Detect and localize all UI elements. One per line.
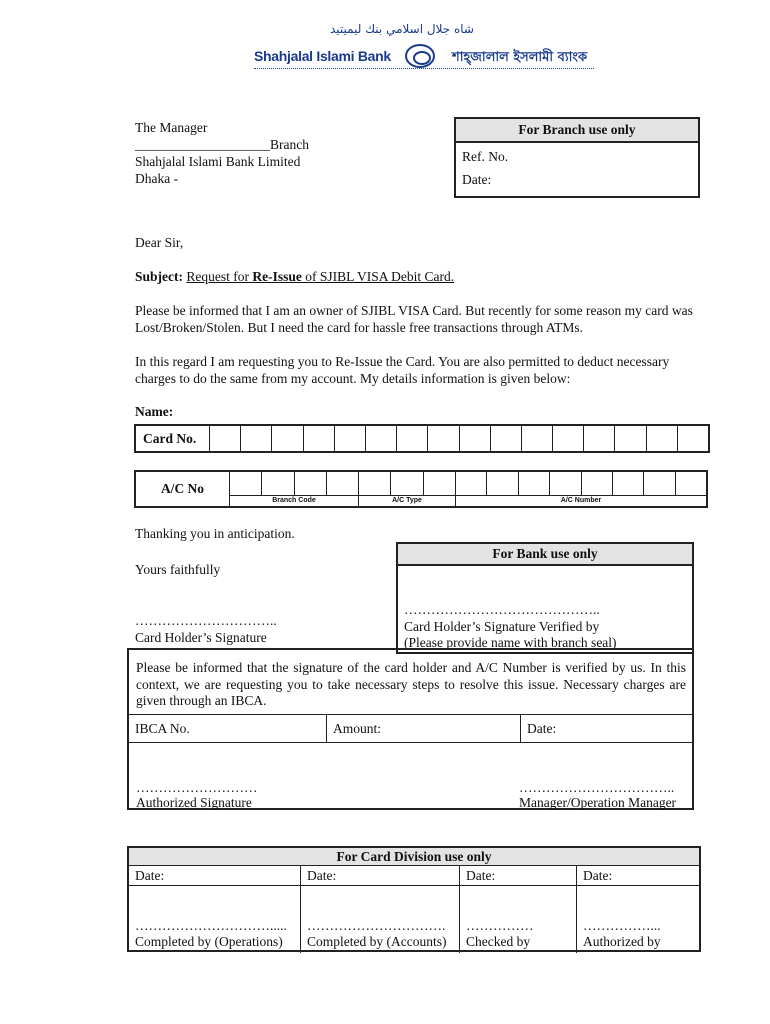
card-division-caption: Completed by (Operations) [135, 934, 283, 949]
branch-use-title: For Branch use only [456, 119, 698, 143]
verifier-caption: Card Holder’s Signature Verified by [404, 618, 600, 634]
card-digit-cell[interactable] [210, 426, 241, 451]
holder-signature-caption: Card Holder’s Signature [135, 630, 267, 645]
card-digit-cell[interactable] [397, 426, 428, 451]
card-division-signature-line[interactable]: …………………………..... [135, 918, 287, 933]
authorized-signature-line[interactable]: ……………………… [136, 780, 258, 795]
ac-digit-cell[interactable] [487, 472, 518, 495]
card-digit-cell[interactable] [304, 426, 335, 451]
branch-date-field[interactable]: Date: [462, 172, 492, 187]
card-division-date[interactable]: Date: [460, 866, 576, 886]
card-digit-cell[interactable] [335, 426, 366, 451]
address-line: Shahjalal Islami Bank Limited [135, 154, 301, 169]
card-digit-cell[interactable] [366, 426, 397, 451]
card-digit-cell[interactable] [272, 426, 303, 451]
card-division-signature-line[interactable]: …………………………. [307, 918, 446, 933]
address-line: ____________________Branch [135, 137, 309, 152]
card-digit-cell[interactable] [460, 426, 491, 451]
holder-signature-line[interactable]: ………………………….. [135, 613, 277, 628]
subject-pre: Request for [186, 269, 253, 284]
address-line: Dhaka - [135, 171, 179, 186]
thanking-text: Thanking you in anticipation. [135, 526, 295, 541]
subject-line [135, 269, 713, 286]
card-division-column [301, 866, 460, 953]
ac-digit-cell[interactable] [424, 472, 455, 495]
card-division-column [460, 866, 577, 953]
card-digit-cell[interactable] [584, 426, 615, 451]
manager-signature-caption: Manager/Operation Manager [519, 795, 677, 810]
subject-bold: Re-Issue [252, 269, 302, 284]
ac-digit-cell[interactable] [613, 472, 644, 495]
bank-use-title: For Bank use only [398, 544, 692, 566]
verifier-signature-line[interactable]: …………………………………….. [404, 602, 600, 617]
card-division-column [129, 866, 301, 953]
paragraph-1: Please be informed that I am an owner of SJIBL VISA Card. But recently for some reason my card was Lost/Broken/Stolen. But I need the card for hassle free transactions through ATMs. [135, 303, 693, 335]
ac-number-caption: A/C Number [560, 497, 602, 504]
card-division-signature-line[interactable]: …………… [466, 918, 534, 933]
recipient-address [135, 119, 309, 187]
card-division-date[interactable]: Date: [129, 866, 300, 886]
name-field[interactable]: Name: [135, 404, 174, 419]
bank-name-arabic: شاه جلال اسلامي بنك ليميتيد [330, 22, 474, 36]
bank-logo-icon [405, 44, 435, 68]
ac-type-group [359, 472, 456, 506]
ibca-date-field[interactable]: Date: [527, 721, 557, 736]
card-no-label: Card No. [136, 426, 210, 451]
card-division-caption: Checked by [466, 934, 531, 949]
ac-digit-cell[interactable] [230, 472, 262, 495]
paragraph-2: In this regard I am requesting you to Re-Issue the Card. You are also permitted to deduct necessary charges to do the same from my account. My details information is given below: [135, 354, 670, 386]
ac-digit-cell[interactable] [676, 472, 706, 495]
address-line: The Manager [135, 120, 208, 135]
ibca-row [129, 714, 692, 743]
account-number-boxes [134, 470, 708, 508]
card-digit-cell[interactable] [678, 426, 708, 451]
ac-number-group [456, 472, 706, 506]
card-digit-cell[interactable] [522, 426, 553, 451]
card-digit-cell[interactable] [553, 426, 584, 451]
manager-signature-line[interactable]: …………………………….. [519, 780, 675, 795]
ac-type-caption: A/C Type [392, 497, 422, 504]
ref-no-field[interactable]: Ref. No. [462, 149, 509, 164]
ac-digit-cell[interactable] [359, 472, 391, 495]
authorized-signature-caption: Authorized Signature [136, 795, 252, 810]
branch-code-caption: Branch Code [272, 497, 316, 504]
subject-label: Subject: [135, 269, 183, 284]
ibca-no-field[interactable]: IBCA No. [129, 715, 327, 742]
subject-post: of SJIBL VISA Debit Card. [301, 269, 455, 284]
card-digit-cell[interactable] [491, 426, 522, 451]
ac-digit-cell[interactable] [644, 472, 675, 495]
card-division-title: For Card Division use only [129, 848, 699, 866]
ac-digit-cell[interactable] [456, 472, 487, 495]
verifier-note: (Please provide name with branch seal) [404, 635, 617, 650]
yours-faithfully: Yours faithfully [135, 562, 221, 577]
card-digit-cell[interactable] [428, 426, 459, 451]
salutation: Dear Sir, [135, 235, 184, 250]
card-division-column [577, 866, 699, 953]
card-division-date[interactable]: Date: [577, 866, 699, 886]
verification-text: Please be informed that the signature of the card holder and A/C Number is verified by us. In this context, we are requesting you to take necessary steps to resolve this issue. Necessary charges are given through an IBCA. [136, 660, 686, 708]
ac-digit-cell[interactable] [550, 472, 581, 495]
letterhead-divider [254, 68, 594, 70]
bank-use-box [396, 542, 694, 654]
card-digit-cell[interactable] [615, 426, 646, 451]
ac-digit-cell[interactable] [391, 472, 423, 495]
amount-field[interactable]: Amount: [327, 715, 521, 742]
bank-name-english: Shahjalal Islami Bank [254, 48, 391, 64]
bank-name-bangla: শাহ্‌জালাল ইসলামী ব্যাংক [452, 50, 588, 65]
ac-digit-cell[interactable] [519, 472, 550, 495]
subject-text [186, 269, 454, 284]
ac-digit-cell[interactable] [262, 472, 294, 495]
branch-use-box [454, 117, 700, 198]
card-digit-cell[interactable] [241, 426, 272, 451]
ac-digit-cell[interactable] [327, 472, 358, 495]
card-division-caption: Authorized by [583, 934, 661, 949]
card-division-box [127, 846, 701, 952]
verification-box [127, 648, 694, 810]
card-division-caption: Completed by (Accounts) [307, 934, 447, 949]
card-division-signature-line[interactable]: ……………... [583, 918, 661, 933]
card-number-boxes [134, 424, 710, 453]
ac-digit-cell[interactable] [582, 472, 613, 495]
card-digit-cell[interactable] [647, 426, 678, 451]
card-division-date[interactable]: Date: [301, 866, 459, 886]
ac-no-label: A/C No [136, 472, 230, 506]
branch-code-group [230, 472, 359, 506]
ac-digit-cell[interactable] [295, 472, 327, 495]
